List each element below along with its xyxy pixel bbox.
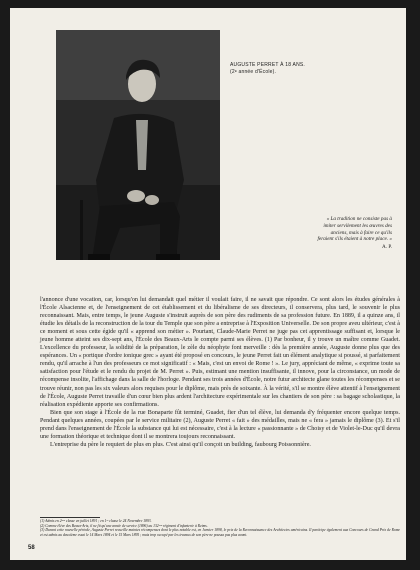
pull-quote <box>268 216 392 251</box>
footnote: (1) Admis en 2ᵉᵐᵉ classe en juillet 1891 ; en 1ʳᵉ classe le 24 Novembre 1893. <box>40 519 152 523</box>
footnote: (3) Durant cette nouvelle période, Auguste Perret recueille maintes récompenses dont le plus notable est, en Janvier 1898, le prix de la Reconnaissance des Architectes américains. Il participe également aux Concours de Grand Prix de Rome et est admis au deuxième essai le 14 Mars 1894 et le 15 Mars 1895 ; mais trop occupé par les travaux de son père ne poussa pas plus avant. <box>40 528 400 538</box>
document-page <box>10 8 406 560</box>
caption-line-2: (2ᵉ année d'École). <box>230 69 277 75</box>
quote-line: feraient s'ils étaient à notre place. » <box>317 236 392 243</box>
body-paragraph: l'annonce d'une vocation, car, lorsqu'on lui demandait quel métier il voulait faire, il ne savait que répondre. Ce sont alors les études générales à l'École Alsacienne et, de l'enseignement de cet établissement et du libéralisme de ses directeurs, il conservera, plus tard, le souvenir le plus reconnaissant. Mais, entre temps, le jeune Auguste s'instruit auprès de son père des rudiments de sa profession future. En 1889, il a quinze ans, il étudie les détails de la reconstruction de la tour du Temple que son père a entreprise à l'Exposition Universelle. De son propre aveu ultérieur, c'est à ce moment et sous cette égide qu'il « apprend son métier ». Pourtant, Claude-Marie Perret ne juge pas cet apprentissage suffisant et, lorsque le jeune homme atteint ses dix-sept ans, l'École des Beaux-Arts le compte parmi ses élèves. (1) Par bonheur, il y trouve un maître comme Guadet. L'excellence du professeur, la solidité de la préparation, le zèle du néophyte font merveille : dès la première année, Auguste donne plus que des espérances. Un « portique d'ordre ionique grec » ayant été proposé en concours, le jeune Perret fait un élément analytique si poussé, si parfaitement rendu, qu'il arrache à l'un des professeurs ce mot significatif : « Mais, c'est un envoi de Rome ! ». Le jury, appréciant de même, « exprime toute sa satisfaction pour l'étude et le rendu du projet de M. Perret ». Puis, estimant une mention insuffisante, il innove, pour la circonstance, un mode de récompense insolite, l'affichage dans la salle de l'horloge. Pendant ses trois années d'École, notre futur architecte glane toutes les récompenses et se trouve réunir, non pas les six valeurs alors requises pour le diplôme, mais près de soixante. À la vérité, s'il se montre élève attentif à l'enseignement de l'École, Auguste Perret travaille d'un cœur bien plus ardent l'architecture expérimentale sur les chantiers de son père : sa bagage scholastique, la réalisation expédiente apporte ses confirmations. <box>40 297 400 408</box>
quote-line: anciens, mais à faire ce qu'ils <box>330 229 392 236</box>
portrait-illustration <box>56 30 220 260</box>
photo-caption <box>230 62 350 76</box>
footnote-divider <box>40 517 100 518</box>
body-paragraph: Bien que son stage à l'École de la rue Bonaparte fût terminé, Guadet, fier d'un tel élève, lui demanda d'y fréquenter encore quelque temps. Pendant quelques années, coupées par le service militaire (2), Auguste Perret « fait » des médailles, mais ne « fera » jamais le diplôme (3). Et s'il prend dans l'enseignement de l'École la substance qui lui est nécessaire, c'est à la lecture « passionnante » de Choisy et de Violet-le-Duc qu'il devra une formation théorique et technique dont il se montrera toujours reconnaissant. <box>40 409 400 440</box>
quote-line: « La tradition ne consiste pas à <box>326 216 392 222</box>
body-text <box>40 296 400 449</box>
footnote: (2) Comme élève des Beaux-Arts, il ne fit qu'une année de service (1896) au 132ᵉᵐᵉ régiment d'infanterie à Reims. <box>40 523 208 528</box>
footnotes <box>40 519 400 538</box>
quote-line: imiter servilement les œuvres des <box>323 222 392 229</box>
quote-attribution: A. P. <box>382 244 392 251</box>
caption-line-1: AUGUSTE PERRET À 18 ANS. <box>230 62 306 68</box>
body-paragraph: L'entreprise du père le requiert de plus en plus. C'est ainsi qu'il conçoit un building, faubourg Poissonnière. <box>50 441 311 448</box>
page-number: 58 <box>28 545 35 551</box>
portrait-photo <box>56 30 220 260</box>
